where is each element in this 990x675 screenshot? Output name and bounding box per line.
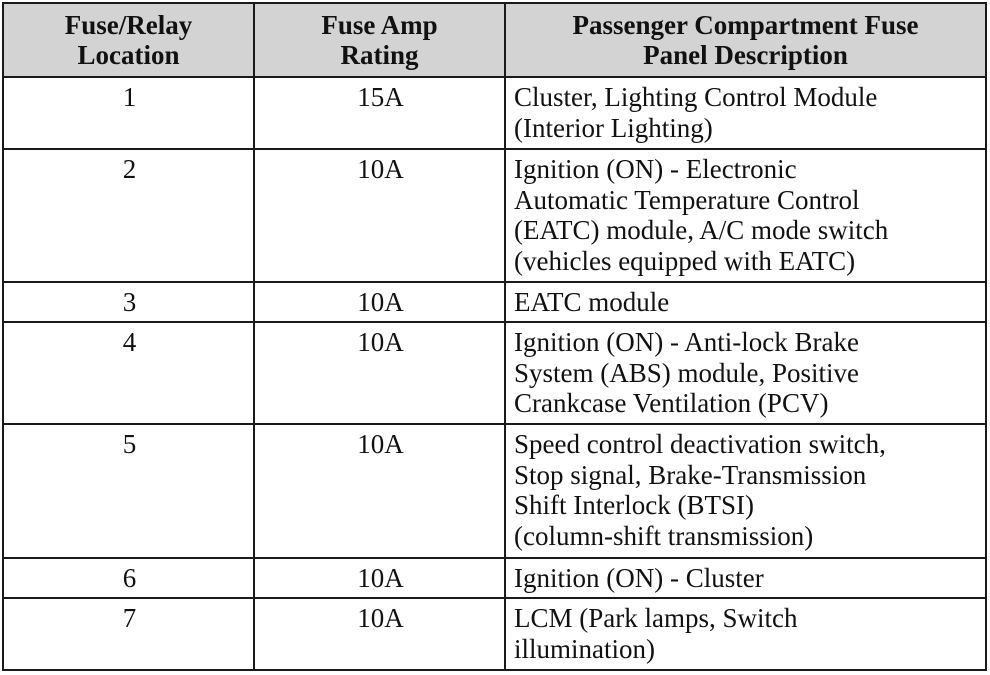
cell-rating: 10A <box>254 424 505 558</box>
cell-description: Ignition (ON) - Electronic Automatic Temperature Control (EATC) module, A/C mode switch (vehicles equipped with EATC) <box>505 149 986 282</box>
cell-rating: 10A <box>254 282 505 322</box>
cell-description: Ignition (ON) - Anti-lock Brake System (ABS) module, Positive Crankcase Ventilation (PCV) <box>505 322 986 424</box>
header-rating-line1: Fuse Amp <box>321 10 438 40</box>
header-rating <box>254 3 505 77</box>
cell-rating: 10A <box>254 558 505 598</box>
cell-description: Ignition (ON) - Cluster <box>505 558 986 598</box>
cell-rating: 10A <box>254 598 505 670</box>
cell-description: Speed control deactivation switch, Stop signal, Brake-Transmission Shift Interlock (BTSI) (column-shift transmission) <box>505 424 986 558</box>
cell-description: EATC module <box>505 282 986 322</box>
cell-rating: 15A <box>254 77 505 149</box>
cell-location: 2 <box>3 149 254 282</box>
header-description <box>505 3 986 77</box>
table-row <box>3 322 986 424</box>
header-rating-line2: Rating <box>340 40 419 70</box>
table-row <box>3 598 986 670</box>
table-row <box>3 424 986 558</box>
table-row <box>3 149 986 282</box>
header-location-line2: Location <box>77 40 180 70</box>
header-location <box>3 3 254 77</box>
header-location-line1: Fuse/Relay <box>64 10 193 40</box>
header-row <box>3 3 986 77</box>
header-description-line2: Panel Description <box>643 40 848 70</box>
cell-location: 6 <box>3 558 254 598</box>
table-row <box>3 77 986 149</box>
cell-location: 4 <box>3 322 254 424</box>
cell-rating: 10A <box>254 149 505 282</box>
cell-description: LCM (Park lamps, Switch illumination) <box>505 598 986 670</box>
cell-location: 3 <box>3 282 254 322</box>
cell-rating: 10A <box>254 322 505 424</box>
cell-description: Cluster, Lighting Control Module (Interior Lighting) <box>505 77 986 149</box>
cell-location: 5 <box>3 424 254 558</box>
cell-location: 7 <box>3 598 254 670</box>
table-row <box>3 282 986 322</box>
fuse-table <box>2 2 987 671</box>
cell-location: 1 <box>3 77 254 149</box>
header-description-line1: Passenger Compartment Fuse <box>572 10 919 40</box>
table-row <box>3 558 986 598</box>
table-body <box>3 77 986 670</box>
